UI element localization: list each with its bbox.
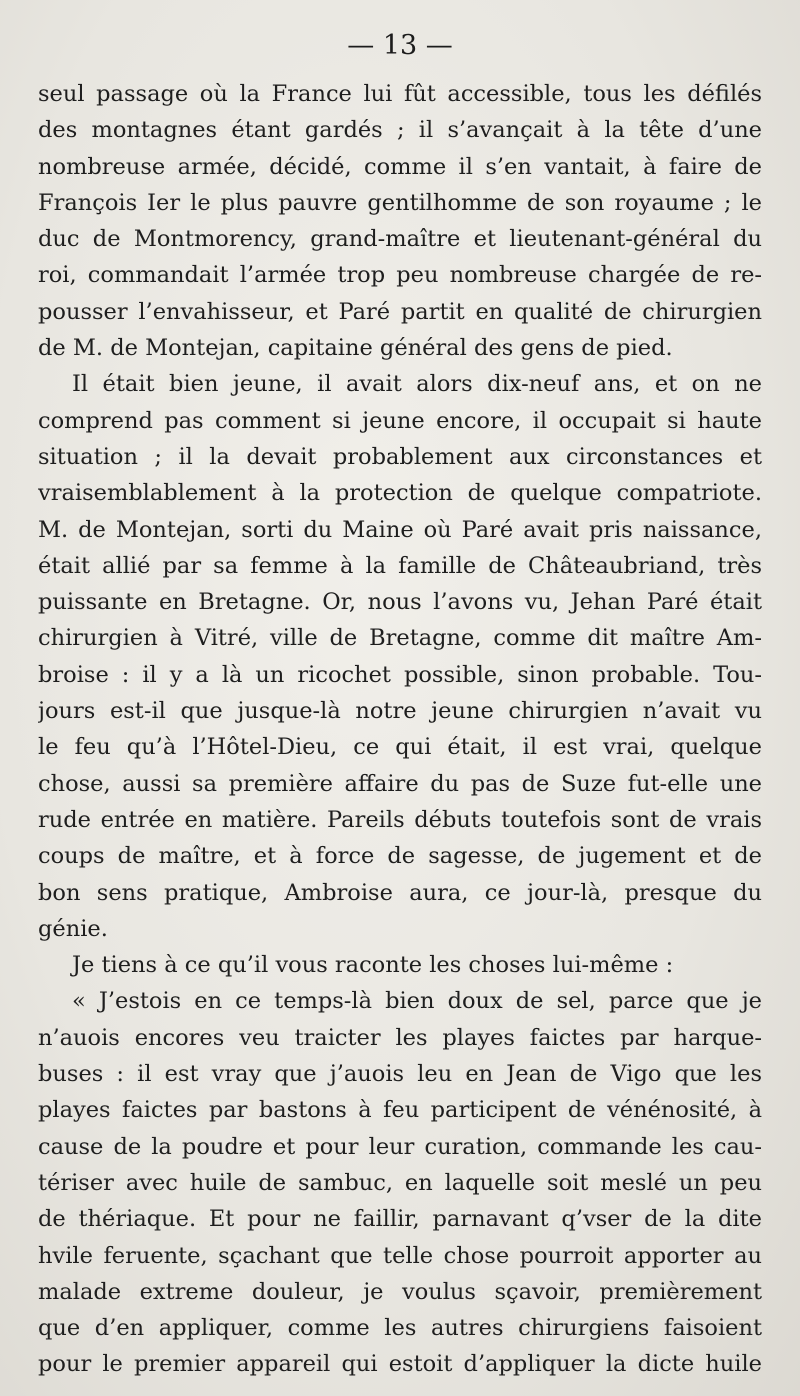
text-line: playes faictes par bastons à feu participent de vénénosité, à	[38, 1097, 762, 1124]
text-line: comprend pas comment si jeune encore, il occupait si haute	[38, 407, 762, 434]
text-line: que d’en appliquer, comme les autres chirurgiens faisoient	[38, 1315, 762, 1342]
text-line: « J’estois en ce temps-là bien doux de sel, parce que je	[72, 988, 762, 1015]
text-line: de M. de Montejan, capitaine général des gens de pied.	[38, 335, 673, 362]
page-number: — 13 —	[347, 30, 453, 61]
text-line: bon sens pratique, Ambroise aura, ce jour-là, presque du	[38, 879, 762, 906]
text-line: pour le premier appareil qui estoit d’appliquer la dicte huile	[38, 1351, 762, 1378]
text-line: malade extreme douleur, je voulus sçavoir, premièrement	[38, 1278, 762, 1305]
text-line: broise : il y a là un ricochet possible, sinon probable. Tou-	[38, 661, 762, 688]
text-line: buses : il est vray que j’auois leu en Jean de Vigo que les	[38, 1061, 762, 1088]
text-line: de thériaque. Et pour ne faillir, parnavant q’vser de la dite	[38, 1206, 762, 1233]
text-line: Je tiens à ce qu’il vous raconte les choses lui-même :	[72, 952, 674, 979]
text-line: situation ; il la devait probablement aux circonstances et	[38, 443, 762, 470]
text-line: coups de maître, et à force de sagesse, de jugement et de	[38, 843, 762, 870]
text-line: nombreuse armée, décidé, comme il s’en vantait, à faire de	[38, 153, 762, 180]
text-line: roi, commandait l’armée trop peu nombreuse chargée de re-	[38, 262, 762, 289]
text-line: chirurgien à Vitré, ville de Bretagne, comme dit maître Am-	[38, 625, 762, 652]
text-line: était allié par sa femme à la famille de Châteaubriand, très	[38, 552, 762, 579]
text-line: M. de Montejan, sorti du Maine où Paré avait pris naissance,	[38, 516, 762, 543]
text-line: seul passage où la France lui fût accessible, tous les défilés	[38, 81, 762, 107]
text-line: tériser avec huile de sambuc, en laquelle soit meslé un peu	[38, 1169, 762, 1196]
text-line: duc de Montmorency, grand-maître et lieutenant-général du	[38, 226, 762, 253]
text-line: le feu qu’à l’Hôtel-Dieu, ce qui était, il est vrai, quelque	[38, 734, 762, 761]
text-line: vraisemblablement à la protection de quelque compatriote.	[38, 480, 762, 507]
text-line: chose, aussi sa première affaire du pas de Suze fut-elle une	[38, 770, 762, 797]
text-line: François Ier le plus pauvre gentilhomme de son royaume ; le	[38, 189, 762, 216]
text-line: pousser l’envahisseur, et Paré partit en qualité de chirurgien	[38, 298, 762, 325]
body-text	[38, 76, 762, 1383]
text-line: hvile feruente, sçachant que telle chose pourroit apporter au	[38, 1242, 762, 1269]
text-line: des montagnes étant gardés ; il s’avançait à la tête d’une	[38, 117, 762, 144]
text-line: rude entrée en matière. Pareils débuts toutefois sont de vrais	[38, 806, 762, 833]
text-line: n’auois encores veu traicter les playes faictes par harque-	[38, 1024, 762, 1051]
text-line: Il était bien jeune, il avait alors dix-neuf ans, et on ne	[72, 371, 762, 398]
text-line: jours est-il que jusque-là notre jeune chirurgien n’avait vu	[38, 698, 762, 725]
text-line: génie.	[38, 915, 108, 942]
text-line: cause de la poudre et pour leur curation, commande les cau-	[38, 1133, 762, 1160]
text-line: puissante en Bretagne. Or, nous l’avons vu, Jehan Paré était	[38, 589, 762, 616]
